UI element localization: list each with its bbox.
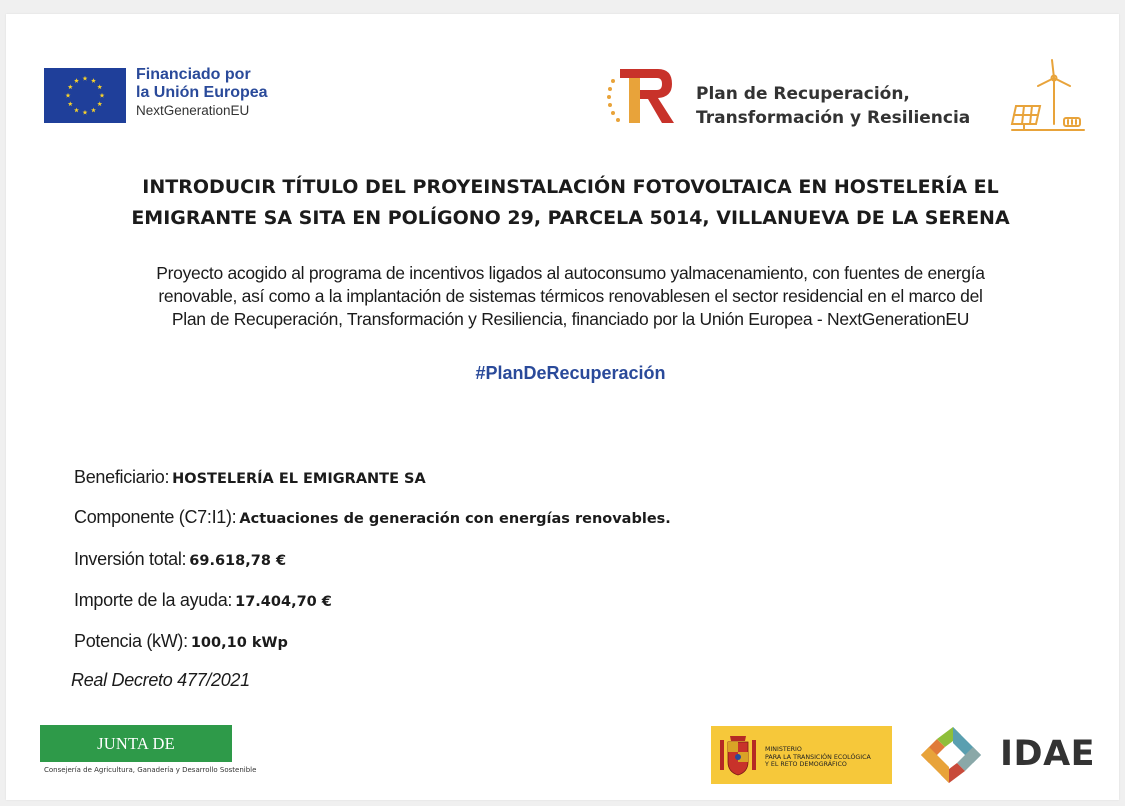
beneficiario-label: Beneficiario: — [74, 467, 170, 487]
title-line-2: EMIGRANTE SA SITA EN POLÍGONO 29, PARCELA 5014, VILLANUEVA DE LA SERENA — [131, 207, 1010, 229]
plan-line-1: Plan de Recuperación, — [696, 84, 910, 104]
plan-title — [696, 82, 970, 130]
idae-logo-icon — [907, 725, 995, 785]
ministerio-logo — [711, 726, 892, 784]
ayuda-value: 17.404,70 € — [235, 594, 332, 610]
ministerio-line-3: Y EL RETO DEMOGRÁFICO — [765, 761, 847, 768]
beneficiario-value: HOSTELERÍA EL EMIGRANTE SA — [172, 471, 426, 487]
componente-value: Actuaciones de generación con energías renovables. — [239, 511, 671, 527]
field-ayuda — [74, 590, 332, 611]
plan-line-2: Transformación y Resiliencia — [696, 108, 971, 128]
inversion-value: 69.618,78 € — [189, 553, 287, 569]
poster-sheet — [6, 14, 1119, 800]
eu-line-1: Financiado por — [136, 66, 251, 83]
eu-flag-icon — [44, 68, 126, 123]
componente-label: Componente (C7:I1): — [74, 507, 237, 527]
field-beneficiario — [74, 467, 426, 488]
potencia-value: 100,10 kWp — [190, 635, 288, 651]
inversion-label: Inversión total: — [74, 549, 187, 569]
field-potencia — [74, 631, 288, 652]
eu-line-3: NextGenerationEU — [136, 103, 250, 118]
project-description — [46, 262, 1095, 331]
ministerio-line-2: PARA LA TRANSICIÓN ECOLÓGICA — [765, 753, 871, 761]
intro-line-1: Proyecto acogido al programa de incentivos ligados al autoconsumo yalmacenamiento, con fuentes de energía — [156, 263, 985, 283]
wind-solar-icon — [1010, 58, 1086, 132]
idae-name: IDAE — [1000, 734, 1096, 774]
spain-coat-of-arms-icon — [717, 732, 759, 778]
ministerio-line-1: MINISTERIO — [765, 746, 802, 753]
hashtag: #PlanDeRecuperación — [475, 363, 666, 383]
junta-subtitle: Consejería de Agricultura, Ganadería y Desarrollo Sostenible — [44, 766, 257, 774]
field-componente — [74, 507, 671, 528]
intro-line-2: renovable, así como a la implantación de sistemas térmicos renovablesen el sector residencial en el marco del — [158, 286, 983, 306]
project-title — [46, 172, 1095, 234]
prtr-logo-icon — [606, 67, 678, 125]
potencia-label: Potencia (kW): — [74, 631, 188, 651]
eu-line-2: la Unión Europea — [136, 84, 268, 101]
field-inversion — [74, 549, 286, 570]
junta-name: JUNTA DE EXTREMADURA — [71, 734, 201, 790]
eu-funding-text — [136, 66, 268, 120]
ayuda-label: Importe de la ayuda: — [74, 590, 233, 610]
real-decreto: Real Decreto 477/2021 — [71, 670, 250, 690]
ministerio-text — [765, 746, 871, 769]
title-line-1: INTRODUCIR TÍTULO DEL PROYEINSTALACIÓN FOTOVOLTAICA EN HOSTELERÍA EL — [142, 176, 999, 198]
intro-line-3: Plan de Recuperación, Transformación y Resiliencia, financiado por la Unión Europea - NextGenerationEU — [171, 309, 970, 329]
